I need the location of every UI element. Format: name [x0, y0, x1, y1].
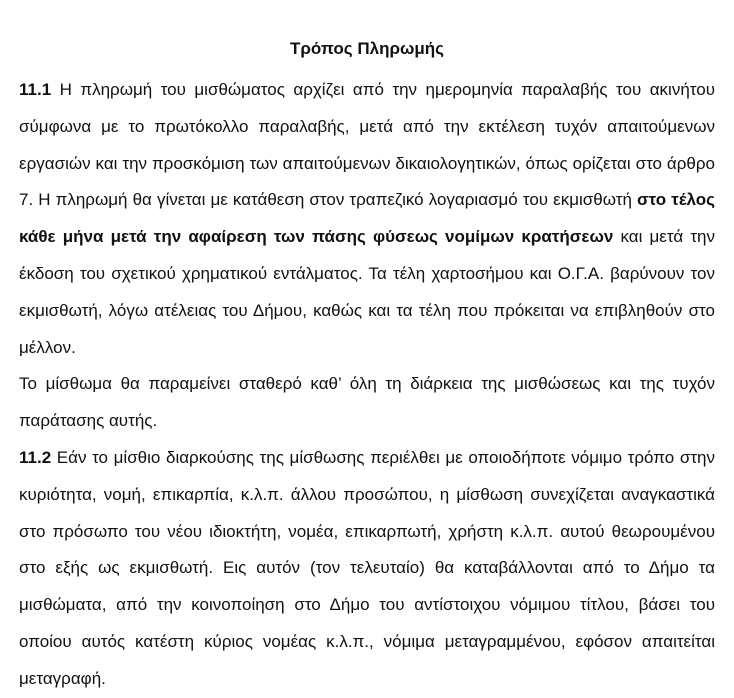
- document-title: Τρόπος Πληρωμής: [290, 39, 444, 58]
- paragraph-11-1: [19, 72, 715, 366]
- bold-text: στο τέλος κάθε μήνα μετά την αφαίρεση των πάσης φύσεως νομίμων κρατήσεων: [19, 190, 715, 247]
- paragraph-text: Η πληρωμή του μισθώματος αρχίζει από την ημερομηνία παραλαβής του ακινήτου σύμφωνα με το πρωτόκολλο παραλαβής, μετά από την εκτέλεση τυχόν απαιτούμενων εργασιών και την προσκόμιση των απαιτούμενων δικαιολογητικών, όπως ορίζεται στο άρθρο 7. Η πληρωμή θα γίνεται με κατάθεση στον τραπεζικό λογαριασμό του εκμισθωτή: [19, 80, 715, 210]
- paragraph-number: 11.2: [19, 447, 52, 467]
- document-page: [19, 36, 715, 698]
- paragraph-text: και μετά την έκδοση του σχετικού χρηματικού εντάλματος. Τα τέλη χαρτοσήμου και Ο.Γ.Α. βαρύνουν τον εκμισθωτή, λόγω ατέλειας του Δήμου, καθώς και τα τέλη που πρόκειται να επιβληθούν στο μέλλον.: [19, 227, 715, 357]
- paragraph-text: Εάν το μίσθιο διαρκούσης της μίσθωσης περιέλθει με οποιοδήποτε νόμιμο τρόπο στην κυριότητα, νομή, επικαρπία, κ.λ.π. άλλου προσώπου, η μίσθωση συνεχίζεται αναγκαστικά στο πρόσωπο του νέου ιδιοκτήτη, νομέα, επικαρπωτή, χρήστη κ.λ.π. αυτού θεωρουμένου στο εξής ως εκμισθωτή. Εις αυτόν (τον τελευταίο) θα καταβάλλονται από το Δήμο τα μισθώματα, από την κοινοποίηση στο Δήμο του αντίστοιχου νόμιμου τίτλου, βάσει του οποίου αυτός κατέστη κύριος νομέας κ.λ.π., νόμιμα μεταγραμμένου, εφόσον απαιτείται μεταγραφή.: [19, 447, 715, 688]
- paragraph-number: 11.1: [19, 80, 52, 99]
- paragraph-rent-fixed: Το μίσθωμα θα παραμείνει σταθερό καθ’ όλη τη διάρκεια της μισθώσεως και της τυχόν παράτασης αυτής.: [19, 374, 715, 431]
- paragraph-11-2: [19, 440, 715, 698]
